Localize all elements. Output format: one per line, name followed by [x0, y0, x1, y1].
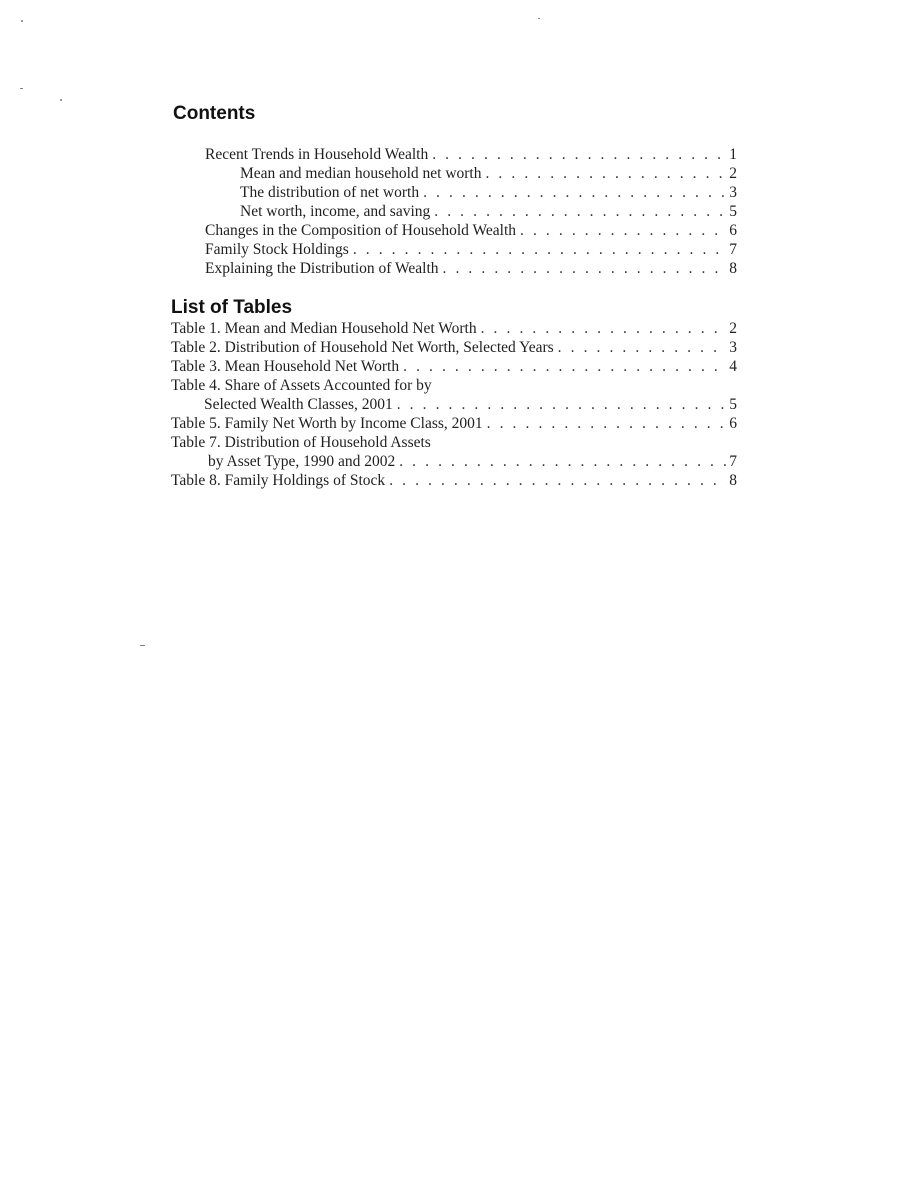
- toc-entry-label: Recent Trends in Household Wealth: [205, 146, 429, 163]
- toc-entry[interactable]: [0, 240, 737, 259]
- table-entry-page: 8: [729, 472, 737, 489]
- table-entry[interactable]: [0, 376, 737, 395]
- dot-leader: [389, 471, 727, 490]
- toc-entry[interactable]: [0, 221, 737, 240]
- toc-entry-page: 8: [729, 260, 737, 277]
- table-entry-label: Table 3. Mean Household Net Worth: [171, 358, 400, 375]
- toc-entry-label: Explaining the Distribution of Wealth: [205, 260, 439, 277]
- scan-speck: [140, 645, 145, 646]
- dot-leader: [443, 259, 728, 278]
- table-entry-page: 6: [729, 415, 737, 432]
- table-entry-label: Table 7. Distribution of Household Assets: [171, 434, 431, 451]
- dot-leader: [423, 183, 727, 202]
- table-entry-page: 3: [729, 339, 737, 356]
- table-entry[interactable]: [0, 433, 737, 452]
- table-entry[interactable]: [0, 414, 737, 433]
- table-entry-label: by Asset Type, 1990 and 2002: [208, 453, 396, 470]
- table-entry-page: 7: [729, 453, 737, 470]
- table-entry-continuation[interactable]: [0, 452, 737, 471]
- toc-entry-label: Net worth, income, and saving: [240, 203, 431, 220]
- list-of-tables: [0, 319, 737, 490]
- toc-entry-label: Changes in the Composition of Household Wealth: [205, 222, 517, 239]
- toc-entry-page: 6: [729, 222, 737, 239]
- table-entry[interactable]: [0, 319, 737, 338]
- dot-leader: [434, 202, 727, 221]
- table-entry-label: Table 1. Mean and Median Household Net Worth: [171, 320, 477, 337]
- dot-leader: [485, 164, 727, 183]
- dot-leader: [558, 338, 728, 357]
- scan-speck: [21, 20, 23, 22]
- table-entry-label: Table 2. Distribution of Household Net Worth, Selected Years: [171, 339, 554, 356]
- toc-entry[interactable]: [0, 164, 737, 183]
- table-entry-continuation[interactable]: [0, 395, 737, 414]
- dot-leader: [399, 452, 727, 471]
- dot-leader: [353, 240, 727, 259]
- dot-leader: [520, 221, 727, 240]
- table-entry[interactable]: [0, 357, 737, 376]
- toc-entry[interactable]: [0, 183, 737, 202]
- contents-heading: Contents: [173, 103, 256, 124]
- scan-speck: [20, 88, 23, 89]
- list-of-tables-heading: List of Tables: [171, 297, 293, 318]
- dot-leader: [397, 395, 728, 414]
- dot-leader: [403, 357, 727, 376]
- table-entry-label: Table 8. Family Holdings of Stock: [171, 472, 386, 489]
- toc-entry-page: 1: [729, 146, 737, 163]
- table-entry[interactable]: [0, 338, 737, 357]
- toc-entry-label: Mean and median household net worth: [240, 165, 482, 182]
- table-entry-label: Table 4. Share of Assets Accounted for by: [171, 377, 432, 394]
- contents-list: [0, 145, 737, 278]
- toc-entry[interactable]: [0, 259, 737, 278]
- table-entry-page: 4: [729, 358, 737, 375]
- toc-entry-page: 7: [729, 241, 737, 258]
- toc-entry-label: The distribution of net worth: [240, 184, 420, 201]
- table-entry-label: Table 5. Family Net Worth by Income Class, 2001: [171, 415, 483, 432]
- dot-leader: [432, 145, 727, 164]
- table-entry-label: Selected Wealth Classes, 2001: [204, 396, 393, 413]
- table-entry-page: 2: [729, 320, 737, 337]
- scan-speck: [538, 18, 540, 19]
- table-entry-page: 5: [729, 396, 737, 413]
- toc-entry[interactable]: [0, 202, 737, 221]
- table-entry[interactable]: [0, 471, 737, 490]
- toc-entry-page: 3: [729, 184, 737, 201]
- toc-entry-page: 2: [729, 165, 737, 182]
- scan-speck: [60, 99, 62, 101]
- toc-entry-page: 5: [729, 203, 737, 220]
- toc-entry[interactable]: [0, 145, 737, 164]
- dot-leader: [481, 319, 728, 338]
- dot-leader: [487, 414, 728, 433]
- toc-entry-label: Family Stock Holdings: [205, 241, 349, 258]
